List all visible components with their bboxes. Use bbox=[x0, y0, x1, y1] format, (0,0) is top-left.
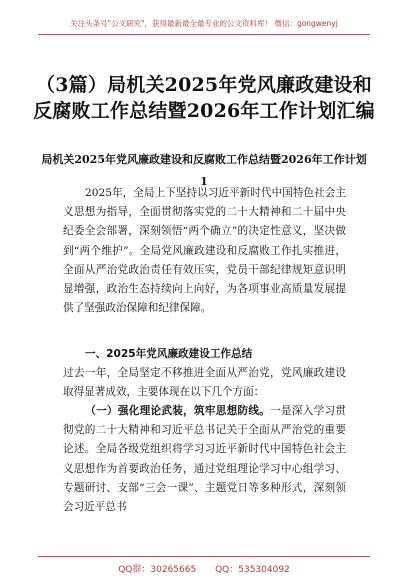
item-1-lead: （一）强化理论武装，筑牢思想防线。 bbox=[85, 405, 271, 417]
document-title: （3篇）局机关2025年党风廉政建设和反腐败工作总结暨2026年工作计划汇编 bbox=[33, 74, 375, 122]
footer-divider bbox=[38, 556, 370, 557]
footer-qq: QQ：535304092 bbox=[215, 565, 290, 575]
paragraph-intro-text: 2025年，全局上下坚持以习近平新时代中国特色社会主义思想为指导，全面贯彻落实党的二十大精神和二十届中央纪委全会部署，深刻领悟“两个确立”的决定性意义，坚决做到“两个维护”。全局党风廉政建设和反腐败工作扎实推进，全面从严治党政治责任有效压实，党员干部纪律规矩意识明显增强，政治生态持续向上向好，为各项事业高质量发展提供了坚强政治保障和纪律保障。 bbox=[63, 187, 346, 315]
footer-qq-group: QQ群：30265665 bbox=[118, 565, 197, 575]
footer-contact bbox=[0, 562, 408, 575]
header-divider bbox=[38, 34, 370, 35]
item-1-text: 一是深入学习贯彻党的二十大精神和习近平总书记关于全面从严治党的重要论述。全局各级党组织将学习习近平新时代中国特色社会主义思想作为首要政治任务，通过党组理论学习中心组学习、专题研讨、支部“三会一课”、主题党日等多种形式，深刻领会习近平总书 bbox=[63, 405, 346, 514]
header-notice: 关注头条号"公文研究"，获得最新最全最专业的公文资料库！ 微信：gongwenyj bbox=[70, 19, 338, 28]
paragraph-item-1 bbox=[63, 402, 346, 517]
paragraph-summary: 过去一年，全局坚定不移推进全面从严治党，党风廉政建设取得显著成效，主要体现在以下几个方面： bbox=[63, 367, 346, 399]
paragraph-intro bbox=[63, 184, 346, 318]
document-subtitle: 局机关2025年党风廉政建设和反腐败工作总结暨2026年工作计划1 bbox=[41, 153, 367, 188]
section-heading: 一、2025年党风廉政建设工作总结 bbox=[85, 348, 253, 360]
